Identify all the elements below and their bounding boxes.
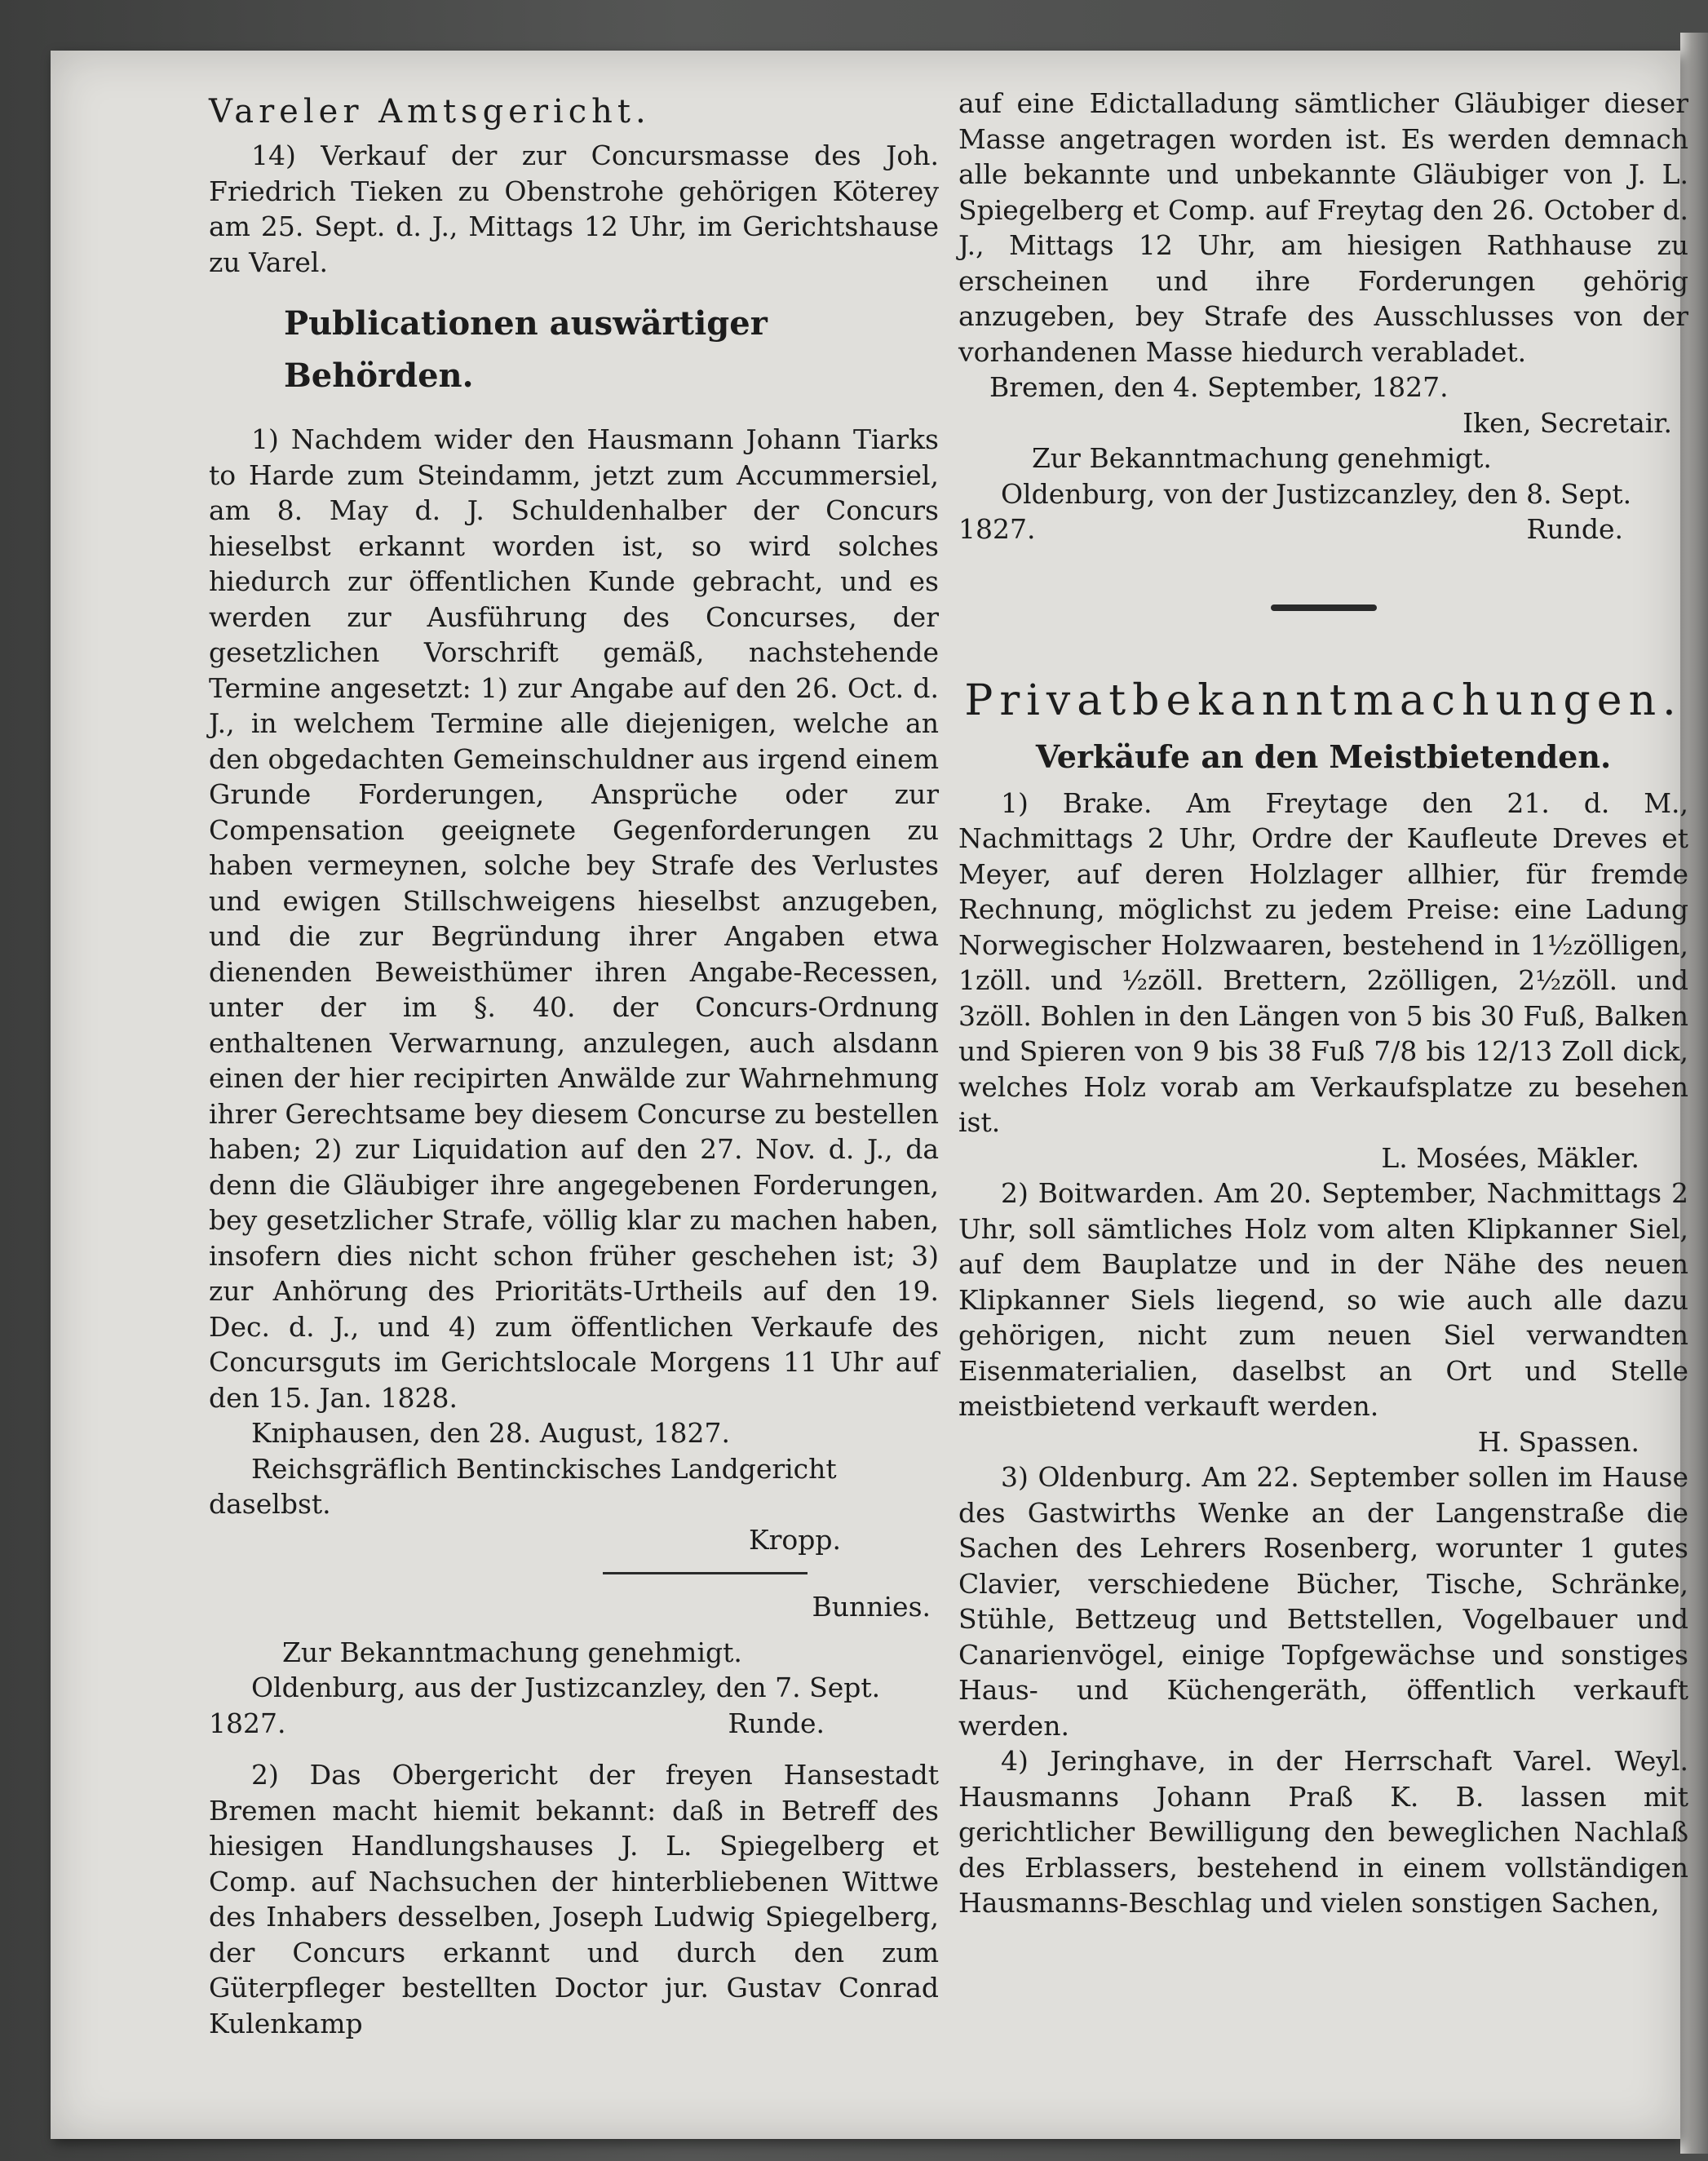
approval-place: Oldenburg, aus der Justizcanzley, den 7. Sept. [251,1672,881,1703]
approval-signature-right: Runde. [1526,513,1623,545]
sale-4: 4) Jeringhave, in der Herrschaft Varel. Weyl. Hausmanns Johann Praß K. B. lassen mit gerichtlicher Bewilligung den beweglichen Nachlaß des Erblassers, bestehend in einem vollständigen Hausmanns-Beschlag und vielen sonstigen Sachen, [958,1745,1688,1919]
notice-1-dateline: Kniphausen, den 28. August, 1827. [251,1417,730,1449]
sale-2: 2) Boitwarden. Am 20. September, Nachmittags 2 Uhr, soll sämtliches Holz vom alten Klipkanner Siel, auf dem Bauplatze und in der Nähe des neuen Klipkanner Siels liegend, so wie auch alle dazu gehörigen, nicht zum neuen Siel verwandten Eisenmaterialien, daselbst an Ort und Stelle meistbietend verkauft werden. [958,1177,1688,1422]
notice-1-signature-1: Kropp. [748,1523,841,1556]
publications-heading: Publicationen auswärtiger Behörden. [284,304,768,395]
notice-1-signature-2: Bunnies. [812,1591,931,1623]
spacer [209,1741,939,1757]
notice-2: 2) Das Obergericht der freyen Hansestadt Bremen macht hiemit bekannt: daß in Betreff des hiesigen Handlungshauses J. L. Spiegelberg et Comp. auf Nachsuchen der hinterbliebenen Wittwe des Inhabers desselben, Joseph Ludwig Spiegelberg, der Concurs erkannt und durch den zum Güterpfleger bestellten Doctor jur. Gustav Conrad Kulenkamp [209,1759,939,2039]
sale-1-signature: L. Mosées, Mäkler. [1381,1141,1639,1174]
sales-heading: Verkäufe an den Meistbietenden. [1035,737,1612,775]
spacer [209,1625,939,1635]
approval-footer [209,1706,939,1742]
notice-1: 1) Nachdem wider den Hausmann Johann Tiarks to Harde zum Steindamm, jetzt zum Accummersiel, am 8. May d. J. Schuldenhalber der Concurs hieselbst erkannt worden ist, so wird solches hiedurch zur öffentlichen Kunde gebracht, und es werden zur Ausführung des Concurses, der gesetzlichen Vorschrift gemäß, nachstehende Termine angesetzt: 1) zur Angabe auf den 26. Oct. d. J., in welchem Termine alle diejenigen, welche an den obgedachten Gemeinschuldner aus irgend einem Grunde Forderungen, Ansprüche oder zur Compensation geeignete Gegenforderungen zu haben vermeynen, solche bey Strafe des Verlustes und ewigen Stillschweigens hieselbst anzugeben, und die zur Begründung ihrer Angaben etwa dienenden Beweisthümer ihren Angabe-Recessen, unter der im §. 40. der Concurs-Ordnung enthaltenen Verwarnung, anzulegen, auch alsdann einen der hier recipirten Anwälde zur Wahrnehmung ihrer Gerechtsame bey diesem Concurse zu bestellen haben; 2) zur Liquidation auf den 27. Nov. d. J., da denn die Gläubiger ihre angegebenen Forderungen, bey gesetzlicher Strafe, völlig klar zu machen haben, insofern dies nicht schon früher geschehen ist; 3) zur Anhörung des Prioritäts-Urtheils auf den 19. Dec. d. J., und 4) zum öffentlichen Verkaufe des Concursguts im Gerichtslocale Morgens 11 Uhr auf den 15. Jan. 1828. [209,423,939,1414]
notice-2-continued: auf eine Edictalladung sämtlicher Gläubiger dieser Masse angetragen worden ist. Es werden demnach alle bekannte und unbekannte Gläubiger von J. L. Spiegelberg et Comp. auf Freytag den 26. October d. J., Mittags 12 Uhr, am hiesigen Rathhause zu erscheinen und ihre Forderungen gehörig anzugeben, bey Strafe des Ausschlusses von der vorhandenen Masse hiedurch verabladet. [958,87,1688,368]
left-column [209,86,939,2041]
approval-footer-right [958,511,1688,547]
private-announcements-heading: Privatbekanntmachungen. [964,675,1683,725]
section-divider-ornament [1271,604,1377,611]
notice-1-court: Reichsgräflich Bentinckisches Landgericht daselbst. [209,1452,837,1520]
sale-3: 3) Oldenburg. Am 22. September sollen im Hause des Gastwirths Wenke an der Langenstraße die Sachen des Lehrers Rosenberg, worunter 1 gutes Clavier, verschiedene Bücher, Tische, Schränke, Stühle, Bettzeug und Bettstellen, Vogelbauer und Canarienvögel, einige Topfgewächse und sonstiges Haus- und Küchengeräth, öffentlich verkauft werden. [958,1461,1688,1742]
sale-2-signature: H. Spassen. [1477,1425,1639,1458]
sale-1: 1) Brake. Am Freytage den 21. d. M., Nachmittags 2 Uhr, Ordre der Kaufleute Dreves et Meyer, auf deren Holzlager allhier, für fremde Rechnung, möglichst zu jedem Preise: eine Ladung Norwegischer Holzwaaren, bestehend in 1½zölligen, 1zöll. und ½zöll. Brettern, 2zölligen, 2½zöll. und 3zöll. Bohlen in den Längen von 5 bis 30 Fuß, Balken und Spieren von 9 bis 38 Fuß 7/8 bis 12/13 Zoll dick, welches Holz vorab am Verkaufsplatze zu besehen ist. [958,786,1688,1138]
approval-note-right: Zur Bekanntmachung genehmigt. [1032,442,1492,474]
approval-note: Zur Bekanntmachung genehmigt. [282,1636,742,1668]
notice-14: 14) Verkauf der zur Concursmasse des Joh. Friedrich Tieken zu Obenstrohe gehörigen Köterey am 25. Sept. d. J., Mittags 12 Uhr, im Gerichtshause zu Varel. [209,139,939,278]
approval-place-right: Oldenburg, von der Justizcanzley, den 8. Sept. [1001,477,1632,510]
right-column [958,86,1688,1921]
notice-2-signature: Iken, Secretair. [1462,406,1672,439]
section-heading-varel: Vareler Amtsgericht. [209,93,651,131]
approval-year-right: 1827. [958,513,1036,545]
signature-rule [603,1572,808,1574]
approval-signature: Runde. [728,1707,825,1739]
notice-2-dateline: Bremen, den 4. September, 1827. [989,371,1449,403]
approval-year: 1827. [209,1707,286,1739]
